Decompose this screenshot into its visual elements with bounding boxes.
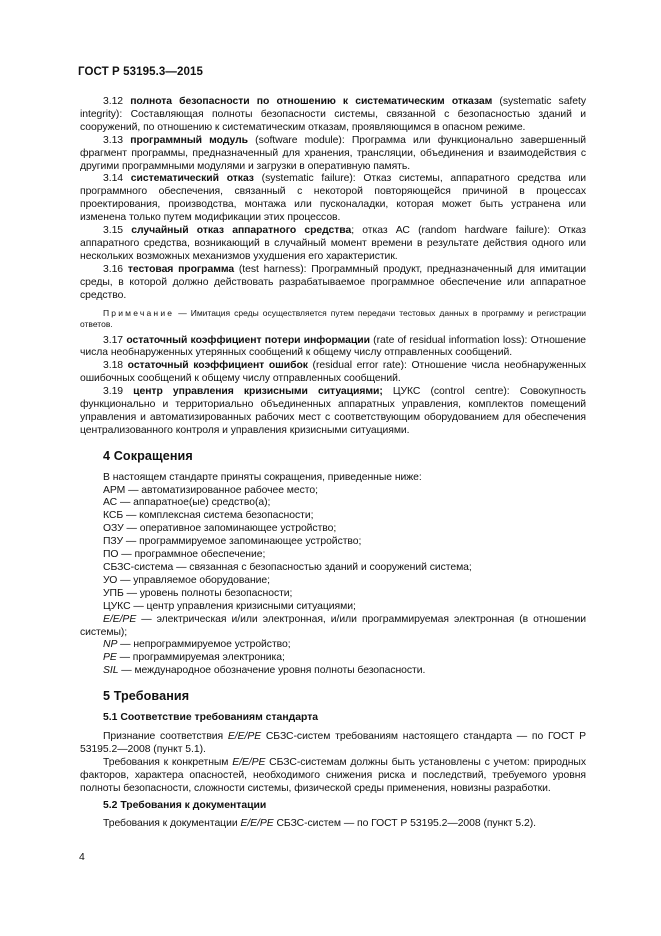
abbreviation-definition: — автоматизированное рабочее место;: [125, 484, 318, 496]
abbreviation-term: КСБ: [103, 510, 124, 522]
abbreviation-item: [80, 614, 586, 640]
definition-3-19: [80, 386, 586, 438]
abbreviation-term: ПЗУ: [103, 536, 124, 548]
definition-term: программный модуль: [130, 134, 248, 146]
definition-3-13: [80, 135, 586, 174]
subsection-5-2-paragraph: [80, 818, 586, 831]
definition-text: (rate of residual information loss): Отношение числа необнаруженных утерянных сообщений к общему числу отправленных сообщений.: [80, 334, 586, 359]
abbreviation-item: [80, 485, 586, 498]
abbreviation-definition: — оперативное запоминающее устройство;: [123, 523, 337, 535]
definition-number: 3.15: [103, 225, 124, 237]
abbreviation-item: [80, 523, 586, 536]
definition-term: систематический отказ: [130, 173, 254, 185]
definition-number: 3.14: [103, 173, 124, 185]
text-run: Требования к конкретным: [103, 756, 233, 768]
abbreviation-list: [80, 485, 586, 679]
definition-text: (software module): Программа или функционально завершенный фрагмент программы, предназначенный для хранения, трансляции, объединения и взаимодействия с другими программными модулями и загрузки в оперативную память.: [80, 134, 586, 172]
subsection-5-1-paragraph-1: [80, 731, 586, 757]
definition-3-12: [80, 96, 586, 135]
document-code-header: ГОСТ Р 53195.3—2015: [78, 66, 203, 78]
definition-3-16: [80, 264, 586, 303]
abbreviation-item: [80, 601, 586, 614]
definition-text: ; отказ АС (random hardware failure): Отказ аппаратного средства, возникающий в случайный момент времени в результате действия одного или нескольких возможных механизмов ухудшения его характеристик.: [80, 225, 587, 262]
subsection-5-1-heading: 5.1 Соответствие требованиям стандарта: [103, 712, 319, 724]
abbreviation-item: [80, 639, 586, 652]
definition-number: 3.13: [103, 134, 124, 146]
abbreviation-term: УПБ: [103, 587, 124, 599]
abbreviation-item: [80, 665, 586, 678]
text-run: СБЗС-системам должны быть установлены с учетом: природных факторов, характера опасностей, необходимого снижения риска и последствий, требуемого уровня полноты безопасности, сложности системы, физической среды применения, новизны разработки.: [80, 756, 586, 794]
text-run: Требования к документации: [103, 818, 241, 830]
abbreviation-term: ОЗУ: [103, 523, 124, 535]
abbreviation-definition: — международное обозначение уровня полноты безопасности.: [118, 665, 426, 677]
note-label: Примечание: [103, 307, 175, 318]
abbreviation-item: [80, 536, 586, 549]
abbreviation-definition: — программируемая электроника;: [116, 652, 285, 664]
abbreviation-term: ПО: [103, 549, 119, 561]
definition-text: (residual error rate): Отношение числа необнаруженных ошибочных сообщений к общему числу отправленных сообщений.: [80, 360, 586, 385]
abbreviation-term: NP: [103, 639, 118, 651]
abbreviation-definition: — непрограммируемое устройство;: [117, 639, 291, 651]
abbreviation-term: УО: [103, 574, 118, 586]
definition-text: (systematic safety integrity): Составляющая полноты безопасности системы, связанной с безопасностью зданий и сооружений, по отношению к систематическим отказам, проявляющимся в опасном режиме.: [80, 96, 586, 133]
abbreviation-item: [80, 575, 586, 588]
subsection-5-1-paragraph-2: [80, 757, 586, 796]
definition-term: остаточный коэффициент ошибок: [127, 360, 308, 372]
abbreviation-term: СБЗС-система: [103, 562, 174, 573]
abbreviation-item: [80, 497, 586, 510]
abbreviation-definition: — аппаратное(ые) средство(а);: [117, 497, 271, 509]
abbreviation-definition: — программируемое запоминающее устройство;: [123, 536, 362, 548]
definition-text: (systematic failure): Отказ системы, аппаратного средства или программного обеспечения, связанный с некоторой повторяющейся причиной в процессах проектирования, производства, монтажа или пусконаладки, которая может быть устранена или изменена только путем модификации этих процессов.: [80, 173, 586, 224]
abbreviation-item: [80, 588, 586, 601]
abbreviation-definition: — программное обеспечение;: [118, 549, 266, 561]
text-run: Признание соответствия: [103, 730, 228, 742]
definition-number: 3.19: [103, 386, 124, 398]
abbreviation-term: SIL: [103, 665, 119, 677]
section-4-heading: 4 Сокращения: [103, 448, 193, 463]
definition-term: центр управления кризисными ситуациями;: [133, 386, 383, 398]
abbreviation-term: АС: [103, 497, 118, 509]
page-body: [80, 96, 586, 831]
abbreviation-item: [80, 549, 586, 562]
definition-number: 3.16: [103, 263, 124, 275]
section-5-heading: 5 Требования: [103, 689, 190, 704]
definition-term: тестовая программа: [127, 263, 235, 275]
abbreviation-definition: — электрическая и/или электронная, и/или программируемая электронная (в отношении системы);: [80, 613, 586, 638]
definition-number: 3.17: [103, 334, 124, 346]
abbreviation-term: АРМ: [103, 484, 126, 496]
abbreviation-definition: — уровень полноты безопасности;: [123, 587, 293, 599]
section-4-intro: В настоящем стандарте приняты сокращения, приведенные ниже:: [103, 471, 422, 483]
abbreviation-term: PE: [103, 652, 117, 664]
definition-term: случайный отказ аппаратного средства: [131, 225, 352, 237]
definition-term: полнота безопасности по отношению к систематическим отказам: [130, 96, 493, 107]
abbreviation-definition: — связанная с безопасностью зданий и сооружений система;: [173, 562, 472, 573]
subsection-5-2-heading: 5.2 Требования к документации: [103, 799, 267, 811]
definition-text: (test harness): Программный продукт, предназначенный для имитации среды, в которой должно действовать разрабатываемое программное обеспечение или аппаратное средство.: [80, 263, 586, 301]
text-run: СБЗС-систем требованиям настоящего стандарта — по ГОСТ Р 53195.2—2008 (пункт 5.1).: [80, 730, 586, 755]
abbreviation-term: ЦУКС: [103, 600, 131, 612]
abbreviation-definition: — управляемое оборудование;: [117, 574, 270, 586]
definition-text: ЦУКС (control centre): Совокупность функционально и территориально объединенных аппаратных управления, комплектов помещений управления и автоматизированных рабочих мест с соответствующим оборудованием для обеспечения централизованного контроля и управления кризисными ситуациями.: [80, 386, 586, 436]
definitions-3-17-to-3-19: [80, 335, 586, 438]
definition-3-17: [80, 335, 586, 361]
abbreviation-term: E/E/PE: [103, 613, 137, 625]
abbreviation-definition: — центр управления кризисными ситуациями;: [130, 600, 356, 612]
abbreviation-item: [80, 562, 586, 575]
definition-3-15: [80, 225, 586, 264]
definition-term: остаточный коэффициент потери информации: [126, 334, 370, 346]
definition-3-18: [80, 360, 586, 386]
italic-term: E/E/PE: [232, 756, 266, 768]
note-text: — Имитация среды осуществляется путем передачи тестовых данных в программу и регистрации ответов.: [80, 307, 586, 329]
text-run: СБЗС-систем — по ГОСТ Р 53195.2—2008 (пункт 5.2).: [273, 818, 536, 830]
italic-term: E/E/PE: [227, 730, 262, 742]
definitions-3-12-to-3-16: [80, 96, 586, 303]
definition-number: 3.18: [103, 360, 124, 372]
definition-3-14: [80, 173, 586, 225]
abbreviation-definition: — комплексная система безопасности;: [123, 510, 314, 522]
abbreviation-item: [80, 652, 586, 665]
note-paragraph: [80, 308, 586, 331]
definition-number: 3.12: [103, 96, 124, 107]
page-number: 4: [79, 852, 85, 863]
italic-term: E/E/PE: [240, 818, 274, 830]
abbreviation-item: [80, 510, 586, 523]
